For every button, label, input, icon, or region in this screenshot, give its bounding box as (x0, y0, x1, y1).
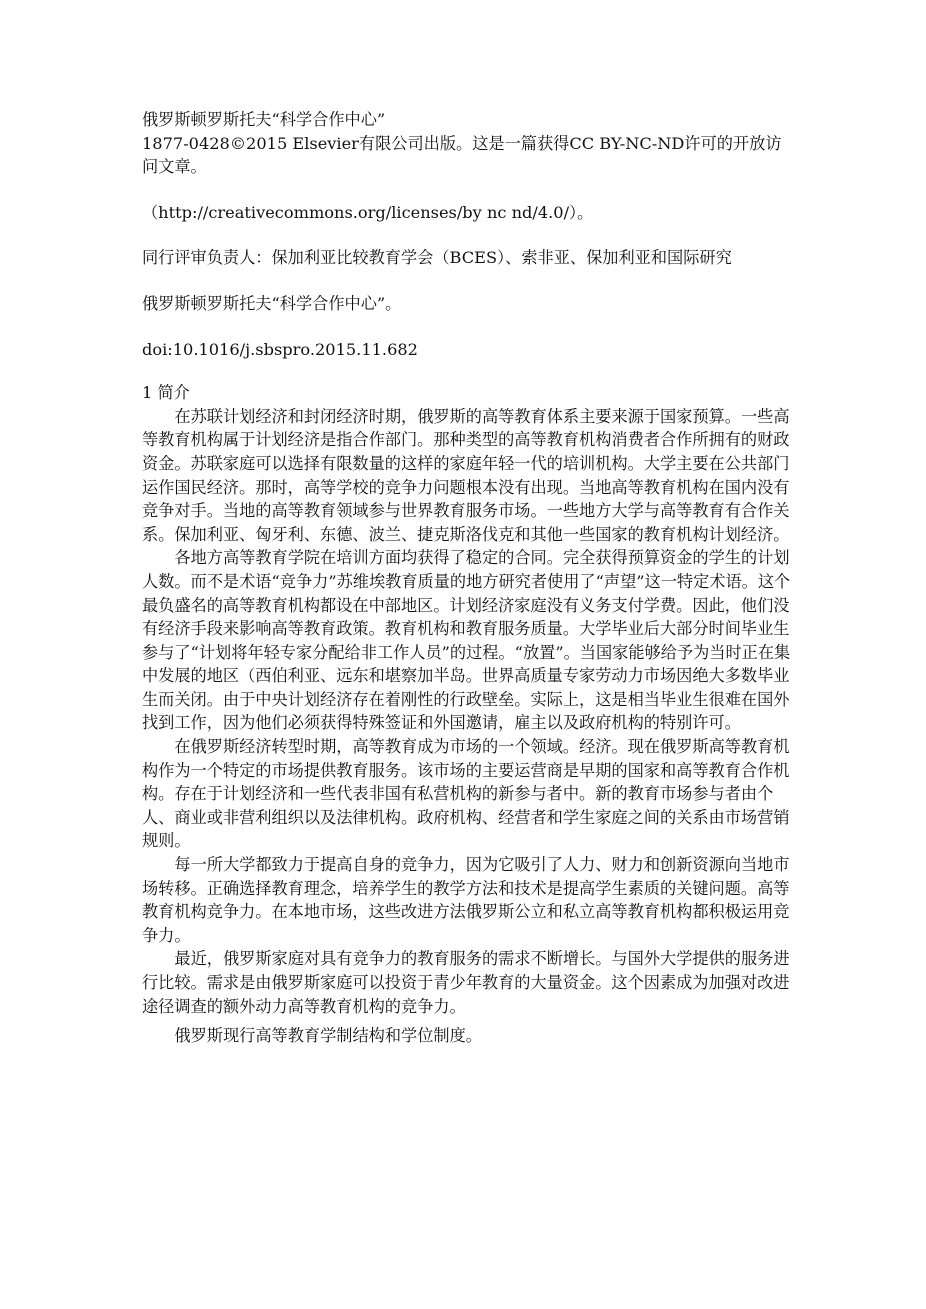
body-paragraph: 最近，俄罗斯家庭对具有竞争力的教育服务的需求不断增长。与国外大学提供的服务进行比较。需求是由俄罗斯家庭可以投资于青少年教育的大量资金。这个因素成为加强对改进途径调查的额外动力高等教育机构的竞争力。 (142, 949, 790, 1016)
front-matter-affiliation: 俄罗斯顿罗斯托夫“科学合作中心”。 (142, 293, 402, 313)
front-matter-title: 俄罗斯顿罗斯托夫“科学合作中心” (142, 110, 386, 129)
section-heading: 1 简介 (142, 383, 190, 403)
document-page (142, 108, 792, 1048)
body-paragraph: 在苏联计划经济和封闭经济时期，俄罗斯的高等教育体系主要来源于国家预算。一些高等教育机构属于计划经济是指合作部门。那种类型的高等教育机构消费者合作所拥有的财政资金。苏联家庭可以选择有限数量的这样的家庭年轻一代的培训机构。大学主要在公共部门运作国民经济。那时，高等学校的竞争力问题根本没有出现。当地高等教育机构在国内没有竞争对手。当地的高等教育领域参与世界教育服务市场。一些地方大学与高等教育有合作关系。保加利亚、匈牙利、东德、波兰、捷克斯洛伐克和其他一些国家的教育机构计划经济。 (142, 406, 790, 544)
copyright-notice: 1877-0428©2015 Elsevier有限公司出版。这是一篇获得CC BY-NC-ND许可的开放访问文章。 (142, 133, 782, 177)
doi-link[interactable]: doi:10.1016/j.sbspro.2015.11.682 (142, 339, 418, 359)
license-url[interactable]: （http://creativecommons.org/licenses/by nc nd/4.0/）。 (142, 202, 594, 222)
body-paragraph: 每一所大学都致力于提高自身的竞争力，因为它吸引了人力、财力和创新资源向当地市场转移。正确选择教育理念，培养学生的教学方法和技术是提高学生素质的关键问题。高等教育机构竞争力。在本地市场，这些改进方法俄罗斯公立和私立高等教育机构都积极运用竞争力。 (142, 855, 790, 945)
peer-review-note: 同行评审负责人：保加利亚比较教育学会（BCES）、索非亚、保加利亚和国际研究 (142, 248, 732, 268)
body-paragraph: 各地方高等教育学院在培训方面均获得了稳定的合同。完全获得预算资金的学生的计划人数。而不是术语“竞争力”苏维埃教育质量的地方研究者使用了“声望”这一特定术语。这个最负盛名的高等教育机构都设在中部地区。计划经济家庭没有义务支付学费。因此，他们没有经济手段来影响高等教育政策。教育机构和教育服务质量。大学毕业后大部分时间毕业生参与了“计划将年轻专家分配给非工作人员”的过程。“放置”。当国家能够给予为当时正在集中发展的地区（西伯利亚、远东和堪察加半岛。世界高质量专家劳动力市场因绝大多数毕业生而关闭。由于中央计划经济存在着刚性的行政壁垒。实际上，这是相当毕业生很难在国外找到工作，因为他们必须获得特殊签证和外国邀请，雇主以及政府机构的特别许可。 (142, 548, 791, 733)
body-paragraph: 在俄罗斯经济转型时期，高等教育成为市场的一个领域。经济。现在俄罗斯高等教育机构作为一个特定的市场提供教育服务。该市场的主要运营商是早期的国家和高等教育合作机构。存在于计划经济和一些代表非国有私营机构的新参与者中。新的教育市场参与者由个人、商业或非营利组织以及法律机构。政府机构、经营者和学生家庭之间的关系由市场营销规则。 (142, 737, 790, 851)
closing-paragraph: 俄罗斯现行高等教育学制结构和学位制度。 (174, 1026, 482, 1046)
